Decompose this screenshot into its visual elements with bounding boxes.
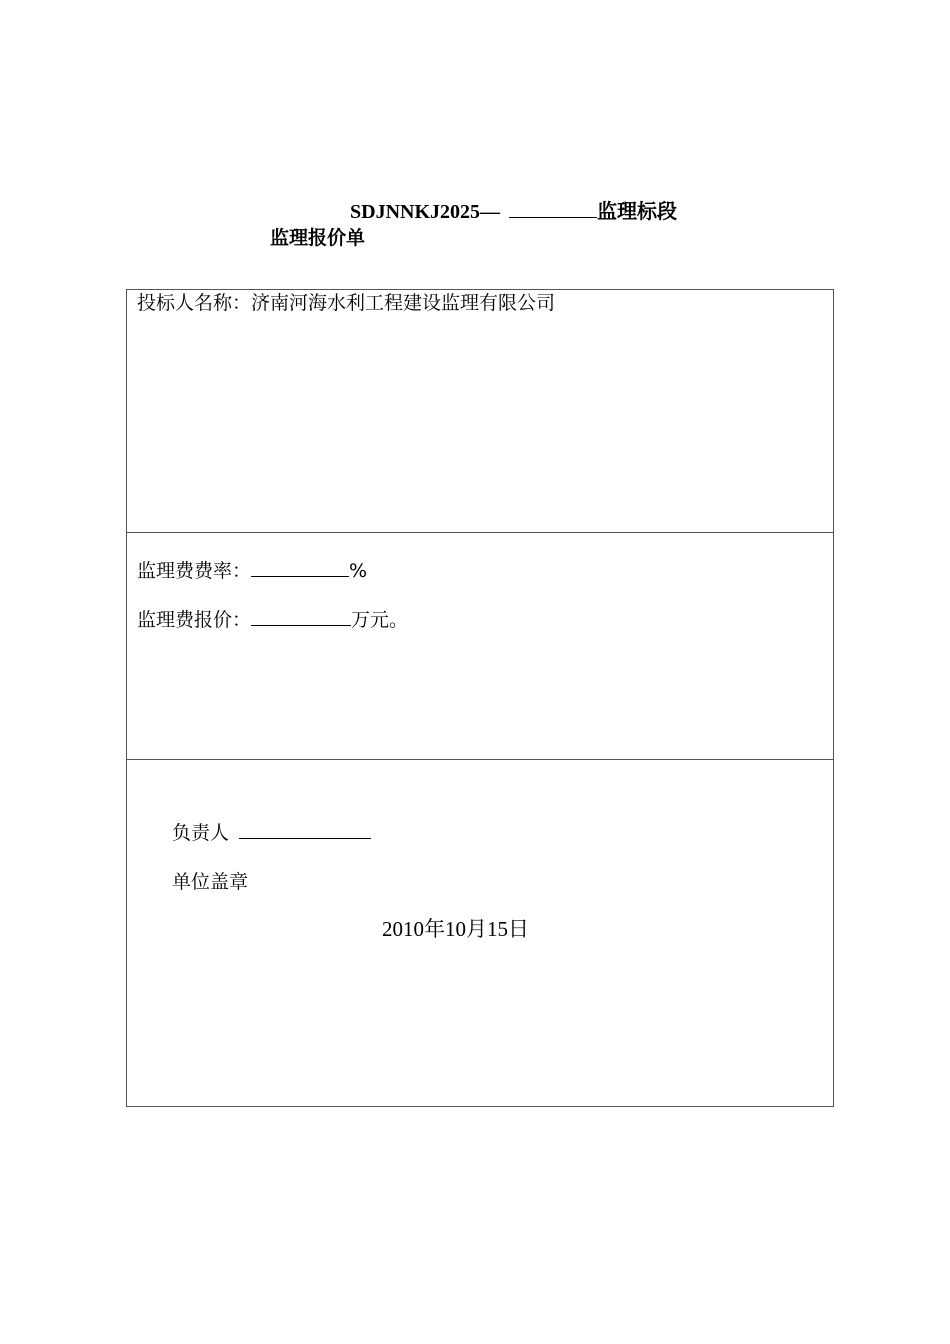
quotation-form-table (126, 289, 834, 1107)
fee-quote-unit: 万元。 (351, 609, 409, 631)
section-suffix: 监理标段 (597, 201, 678, 223)
bidder-name-value: 济南河海水利工程建设监理有限公司 (251, 292, 556, 314)
fee-quote-blank (251, 607, 351, 626)
signature-cell (127, 760, 833, 1106)
fee-quote-row (137, 607, 408, 633)
fee-rate-label: 监理费费率： (137, 560, 252, 582)
bidder-name-row (137, 290, 555, 316)
responsible-row (172, 820, 371, 846)
bidder-name-cell (127, 290, 833, 533)
document-code-prefix: SDJNNKJ2025— (350, 201, 501, 223)
fee-cell (127, 533, 833, 760)
fee-rate-blank (251, 558, 349, 577)
fee-rate-unit: % (349, 560, 368, 582)
bidder-name-label: 投标人名称： (137, 292, 252, 314)
responsible-blank (239, 820, 371, 839)
document-code-line (350, 198, 677, 226)
section-number-blank (509, 199, 597, 218)
fee-rate-row (137, 558, 367, 584)
sign-date: 2010年10月15日 (382, 917, 529, 941)
seal-label: 单位盖章 (172, 871, 249, 893)
fee-quote-label: 监理费报价： (137, 609, 252, 631)
responsible-label: 负责人 (172, 822, 230, 844)
document-title: 监理报价单 (270, 227, 366, 249)
